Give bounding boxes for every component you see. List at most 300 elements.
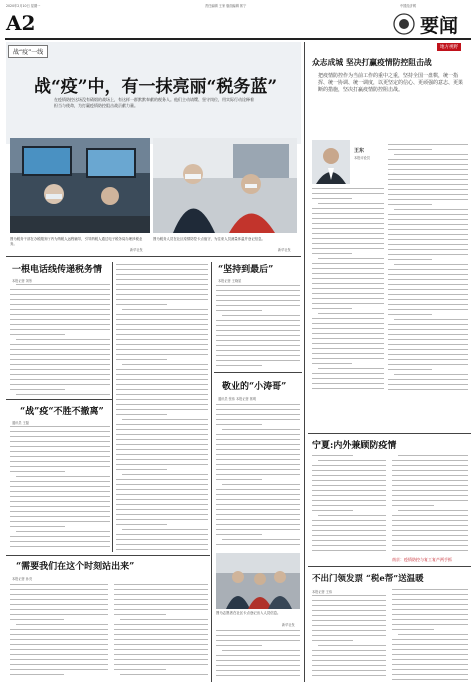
text-line (216, 660, 300, 661)
text-line (312, 455, 353, 456)
article-5-byline: 本报记者 孙亮 (12, 577, 33, 581)
text-line (312, 625, 386, 626)
text-line (388, 329, 468, 330)
text-line (116, 359, 167, 360)
text-line (392, 545, 468, 546)
text-line (10, 594, 108, 595)
article-1-body (10, 284, 110, 396)
text-line (116, 489, 208, 490)
text-line (10, 501, 110, 502)
text-line (392, 629, 434, 630)
newspaper-logo-icon (392, 12, 416, 36)
text-line (116, 464, 208, 465)
text-line (116, 279, 208, 280)
text-line (216, 514, 300, 515)
commentary-body-left (312, 188, 384, 394)
text-line (392, 679, 468, 680)
text-line (312, 640, 353, 641)
text-line (312, 675, 386, 676)
text-line (116, 304, 167, 305)
text-line (116, 329, 208, 330)
text-line (318, 203, 384, 204)
text-line (216, 424, 262, 425)
text-line (388, 259, 432, 260)
text-line (116, 339, 208, 340)
text-line (388, 294, 468, 295)
text-line (10, 649, 108, 650)
text-line (388, 164, 468, 165)
text-line (312, 353, 384, 354)
text-line (116, 374, 208, 375)
photo-checkpoint (153, 138, 297, 233)
text-line (116, 469, 167, 470)
text-line (312, 198, 352, 199)
text-line (10, 289, 110, 290)
text-line (114, 654, 208, 655)
text-line (392, 480, 468, 481)
text-line (116, 494, 208, 495)
text-line (116, 284, 208, 285)
text-line (312, 620, 386, 621)
header-site: 中国经济网 (400, 4, 416, 8)
text-line (10, 334, 65, 335)
text-line (312, 278, 384, 279)
text-line (116, 409, 208, 410)
text-line (392, 540, 468, 541)
text-line (312, 465, 386, 466)
text-line (312, 383, 384, 384)
article-4-body (10, 426, 110, 552)
text-line (216, 474, 300, 475)
text-line (312, 298, 384, 299)
text-line (318, 313, 384, 314)
text-line (216, 409, 300, 410)
text-line (10, 431, 110, 432)
text-line (318, 515, 386, 516)
article-2-body (216, 285, 300, 369)
text-line (216, 350, 300, 351)
banner-label: 战“疫”一线 (8, 45, 48, 58)
text-line (312, 213, 384, 214)
text-line (116, 499, 208, 500)
text-line (216, 305, 300, 306)
text-line (392, 614, 468, 615)
text-line (10, 309, 110, 310)
text-line (116, 264, 208, 265)
text-line (10, 436, 110, 437)
text-line (312, 193, 384, 194)
text-line (392, 490, 468, 491)
text-line (10, 349, 110, 350)
text-line (216, 335, 300, 336)
text-line (216, 509, 300, 510)
text-line (216, 330, 300, 331)
text-line (388, 229, 468, 230)
text-line (388, 304, 468, 305)
text-line (398, 634, 468, 635)
text-line (116, 299, 208, 300)
text-line (318, 645, 386, 646)
text-line (116, 454, 208, 455)
text-line (388, 309, 468, 310)
text-line (16, 476, 110, 477)
text-line (10, 344, 110, 345)
tianjin-body-left (312, 595, 386, 681)
text-line (312, 288, 384, 289)
text-line (392, 649, 468, 650)
text-line (398, 510, 468, 511)
text-line (312, 363, 352, 364)
text-line (216, 365, 262, 366)
text-line (116, 334, 208, 335)
text-line (392, 609, 468, 610)
text-line (312, 510, 353, 511)
text-line (10, 506, 110, 507)
text-line (388, 269, 468, 270)
text-line (392, 644, 468, 645)
text-line (116, 289, 208, 290)
text-line (318, 258, 384, 259)
text-line (216, 320, 300, 321)
text-line (312, 605, 386, 606)
text-line (10, 664, 108, 665)
article-2-rule (214, 372, 302, 373)
text-line (312, 268, 384, 269)
text-line (312, 505, 386, 506)
text-line (388, 184, 468, 185)
text-line (318, 460, 386, 461)
text-line (388, 174, 468, 175)
text-line (216, 635, 300, 636)
text-line (10, 456, 110, 457)
text-line (312, 303, 384, 304)
text-line (394, 209, 468, 210)
text-line (318, 368, 384, 369)
header-rule (5, 38, 471, 40)
text-line (10, 516, 110, 517)
text-line (10, 629, 108, 630)
text-line (392, 674, 468, 675)
ningxia-body-right (392, 455, 468, 553)
text-line (114, 649, 208, 650)
text-line (10, 319, 110, 320)
article-3-title: 敬业的“小涛哥” (222, 382, 287, 392)
text-line (392, 475, 468, 476)
article-5-body-right (114, 584, 208, 680)
text-line (10, 589, 108, 590)
text-line (392, 530, 468, 531)
bottom-photo-credit: 新华社发 (282, 623, 295, 627)
text-line (10, 304, 110, 305)
text-line (10, 609, 108, 610)
text-line (10, 521, 110, 522)
text-line (116, 414, 167, 415)
text-line (392, 470, 468, 471)
text-line (312, 378, 384, 379)
text-line (392, 664, 468, 665)
text-line (120, 619, 208, 620)
text-line (216, 340, 300, 341)
text-line (116, 294, 208, 295)
text-line (10, 619, 64, 620)
text-line (312, 358, 384, 359)
text-line (388, 214, 468, 215)
text-line (10, 451, 110, 452)
text-line (114, 644, 208, 645)
text-line (388, 299, 468, 300)
text-line (388, 144, 468, 145)
text-line (122, 364, 208, 365)
text-line (312, 188, 384, 189)
article-3-body (216, 404, 300, 550)
text-line (312, 293, 384, 294)
column-divider-3 (304, 42, 305, 682)
text-line (10, 471, 65, 472)
text-line (10, 354, 110, 355)
text-line (392, 639, 468, 640)
text-line (10, 669, 108, 670)
columnist-title: 本报评论员 (354, 156, 370, 160)
text-line (388, 284, 468, 285)
photo-right-caption: 图为税务人员在社区疫情防控卡点值守，为往来人员测量体温并登记信息。 (153, 237, 265, 241)
header-date: 2020年2月10日 星期一 (6, 4, 41, 8)
photo-right-credit: 新华社发 (278, 248, 291, 252)
text-line (312, 208, 384, 209)
text-line (388, 234, 468, 235)
text-line (216, 534, 262, 535)
text-line (114, 589, 208, 590)
text-line (312, 670, 386, 671)
text-line (10, 466, 110, 467)
ningxia-body-left (312, 455, 386, 553)
text-line (388, 359, 468, 360)
columnist-photo (312, 140, 350, 184)
text-line (116, 524, 167, 525)
text-line (116, 379, 208, 380)
article-1-continued-body (116, 264, 208, 552)
text-line (114, 669, 166, 670)
text-line (10, 324, 110, 325)
text-line (216, 414, 300, 415)
text-line (116, 549, 208, 550)
text-line (392, 669, 468, 670)
text-line (216, 325, 300, 326)
text-line (312, 233, 384, 234)
text-line (216, 670, 300, 671)
text-line (116, 514, 208, 515)
text-line (222, 650, 300, 651)
text-line (312, 655, 386, 656)
text-line (10, 644, 108, 645)
text-line (116, 399, 208, 400)
text-line (216, 310, 262, 311)
tianjin-body-right (392, 589, 468, 681)
page-number: A2 (6, 11, 36, 35)
text-line (10, 491, 110, 492)
text-line (392, 604, 468, 605)
banner-intro: 在疫情防控这场没有硝烟的战场上，有这样一群默默奉献的税务人。他们主动请缨、坚守岗位，用实际行动诠释着担当与使命，为打赢疫情防控阻击战贡献力量。 (54, 97, 254, 108)
text-line (312, 550, 386, 551)
text-line (216, 444, 300, 445)
text-line (10, 369, 110, 370)
article-3-byline: 通讯员 张伟 本报记者 郭明 (218, 397, 257, 401)
article-2-title: “坚持到最后” (218, 265, 274, 275)
text-line (10, 389, 65, 390)
photo-left-caption: 图为税务干部在办税服务厅内为纳税人远程辅导，引导纳税人通过电子税务局办理涉税业务。 (10, 237, 143, 246)
text-line (388, 389, 468, 390)
text-line (312, 480, 386, 481)
text-line (10, 639, 108, 640)
text-line (10, 526, 65, 527)
text-line (388, 204, 432, 205)
text-line (114, 614, 166, 615)
text-line (116, 319, 208, 320)
text-line (116, 394, 208, 395)
text-line (312, 495, 386, 496)
ningxia-title: 宁夏:内外兼顾防疫情 (312, 441, 397, 451)
text-line (222, 484, 300, 485)
text-line (312, 490, 386, 491)
text-line (312, 348, 384, 349)
text-line (312, 243, 384, 244)
text-line (216, 439, 300, 440)
text-line (10, 486, 110, 487)
text-line (114, 629, 208, 630)
tianjin-title: 不出门领发票 “税e帮”送温暖 (312, 574, 424, 584)
text-line (388, 149, 432, 150)
text-line (216, 285, 300, 286)
text-line (392, 659, 468, 660)
text-line (116, 509, 208, 510)
article-5-title: “需要我们在这个时刻站出来” (16, 562, 135, 572)
text-line (388, 194, 468, 195)
article-5-top-rule (6, 555, 210, 556)
text-line (116, 459, 208, 460)
text-line (312, 530, 386, 531)
text-line (116, 434, 208, 435)
text-line (392, 515, 468, 516)
text-line (388, 244, 468, 245)
text-line (312, 333, 384, 334)
text-line (16, 284, 110, 285)
text-line (394, 264, 468, 265)
text-line (216, 544, 300, 545)
text-line (216, 290, 300, 291)
text-line (10, 584, 108, 585)
text-line (392, 465, 468, 466)
text-line (116, 369, 208, 370)
text-line (216, 469, 300, 470)
text-line (392, 460, 468, 461)
photo-rule (6, 256, 301, 257)
page-section-title: 要闻 (420, 15, 459, 37)
text-line (388, 249, 468, 250)
text-line (16, 624, 108, 625)
photo-tax-office (10, 138, 150, 233)
text-line (116, 389, 208, 390)
column-divider-2 (211, 262, 212, 682)
text-line (388, 324, 468, 325)
text-line (10, 294, 110, 295)
text-line (216, 345, 300, 346)
text-line (122, 309, 208, 310)
text-line (388, 169, 468, 170)
text-line (10, 299, 110, 300)
article-2-byline: 本报记者 王晓星 (218, 279, 242, 283)
text-line (10, 541, 110, 542)
text-line (388, 349, 468, 350)
text-line (16, 531, 110, 532)
text-line (10, 546, 110, 547)
text-line (216, 419, 300, 420)
text-line (10, 384, 110, 385)
text-line (216, 434, 300, 435)
text-line (392, 619, 468, 620)
text-line (312, 610, 386, 611)
text-line (312, 373, 384, 374)
text-line (10, 359, 110, 360)
article-5-body-left (10, 584, 108, 680)
text-line (216, 504, 300, 505)
text-line (388, 274, 468, 275)
text-line (312, 318, 384, 319)
text-line (394, 154, 468, 155)
text-line (116, 324, 208, 325)
columnist-name: 王东 (354, 148, 365, 154)
text-line (312, 485, 386, 486)
text-line (10, 364, 110, 365)
text-line (392, 550, 468, 551)
tianjin-rule (308, 566, 471, 567)
text-line (116, 314, 208, 315)
text-line (312, 388, 384, 389)
text-line (388, 364, 468, 365)
text-line (392, 525, 468, 526)
ningxia-note: 南京：疫情防控与复工复产两手抓 (392, 557, 452, 562)
text-line (312, 470, 386, 471)
text-line (10, 446, 110, 447)
text-line (312, 273, 384, 274)
commentary-body-right (388, 144, 468, 394)
text-line (116, 349, 208, 350)
text-line (388, 339, 468, 340)
text-line (216, 499, 300, 500)
text-line (116, 429, 208, 430)
text-line (10, 314, 110, 315)
text-line (10, 614, 108, 615)
text-line (392, 485, 468, 486)
text-line (16, 339, 110, 340)
text-line (222, 429, 300, 430)
text-line (114, 609, 208, 610)
text-line (116, 354, 208, 355)
text-line (114, 639, 208, 640)
text-line (216, 360, 300, 361)
text-line (388, 239, 468, 240)
text-line (216, 529, 300, 530)
text-line (216, 494, 300, 495)
article-1-byline: 本报记者 刘彤 (12, 279, 33, 283)
text-line (114, 659, 208, 660)
text-line (392, 500, 468, 501)
article-4-byline: 通讯员 王磊 (12, 421, 29, 425)
text-line (120, 674, 208, 675)
article-1-title: 一根电话线传递税务情 (12, 265, 103, 275)
text-line (10, 654, 108, 655)
text-line (216, 489, 300, 490)
text-line (392, 624, 468, 625)
text-line (312, 520, 386, 521)
